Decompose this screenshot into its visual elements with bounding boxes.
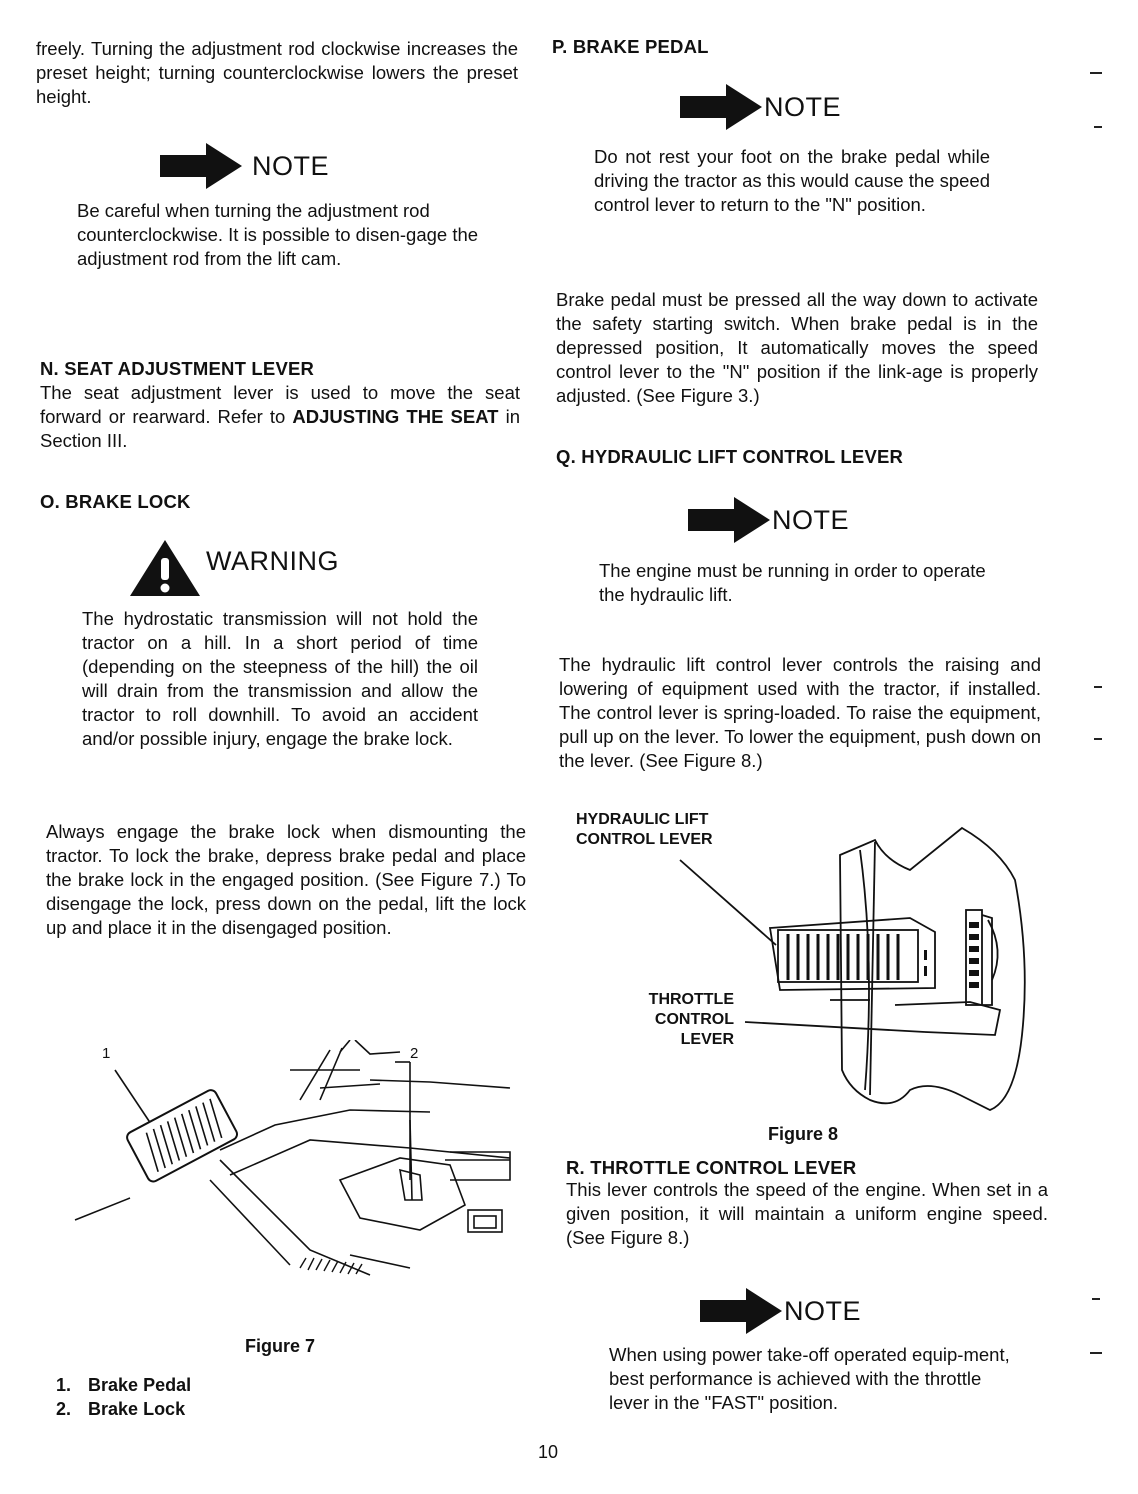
hydraulic-label-line1: HYDRAULIC LIFT [576,811,709,828]
arrow-right-icon [160,143,242,189]
section-heading-brake-pedal: P. BRAKE PEDAL [552,36,709,57]
brake-pedal-shape [125,1088,239,1184]
section-heading-hydraulic-lift: Q. HYDRAULIC LIFT CONTROL LEVER [556,446,904,467]
legend-item-1 [56,1375,191,1396]
throttle-label-line3: LEVER [680,1031,734,1048]
margin-mark [1094,686,1102,688]
margin-mark [1094,126,1102,128]
hydraulic-paragraph: The hydraulic lift control lever controls the raising and lowering of equipment used with the tractor, if installed. The control lever is spring-loaded. To raise the equipment, pull up on the lever. To lower the equipment, push down on the lever. (See Figure 8.) [559,654,1042,771]
legend-label: Brake Pedal [88,1375,192,1395]
brake-pedal-note-text: Do not rest your foot on the brake pedal while driving the tractor as this would cause the speed control lever to return to the "N" position. [594,146,990,215]
arrow-right-icon [688,497,770,543]
note-label: NOTE [764,91,842,122]
note-banner [688,497,849,543]
note-text: Be careful when turning the adjustment rod counterclockwise. It is possible to disen-gage the adjustment rod from the lift cam. [77,200,479,269]
warning-triangle-icon [128,538,202,598]
legend-item-2 [56,1399,185,1420]
warning-text: The hydrostatic transmission will not hold the tractor on a hill. In a short period of time (depending on the steepness of the hill) the oil will drain from the transmission and allow the tractor to roll downhill. To avoid an accident and/or possible injury, engage the brake lock. [82,608,478,749]
legend-label: Brake Lock [88,1399,186,1419]
note-banner [160,143,329,189]
throttle-label-line2: CONTROL [654,1011,734,1028]
figure-7-callout-1: 1 [102,1045,111,1062]
brake-pedal-paragraph: Brake pedal must be pressed all the way down to activate the safety starting switch. When brake pedal is in the depressed position, It automatically moves the speed control lever to the "N" position if the link-age is properly adjusted. (See Figure 3.) [556,289,1038,406]
warning-banner [128,538,339,598]
arrow-right-icon [680,84,762,130]
page-number: 10 [538,1442,559,1462]
hydraulic-label-line2: CONTROL LEVER [576,831,713,848]
note-label: NOTE [252,150,330,181]
note-banner [680,84,841,130]
figure-7-callout-2: 2 [410,1045,419,1062]
seat-adjustment-paragraph [40,381,520,453]
figure-8-levers-illustration [670,810,1050,1120]
note-banner [700,1288,861,1334]
seat-text-after: in Section III. [40,406,520,451]
hydraulic-note-text: The engine must be running in order to operate the hydraulic lift. [599,560,986,605]
note-label: NOTE [772,504,850,535]
throttle-note-text: When using power take-off operated equip-ment, best performance is achieved with the throttle lever in the "FAST" position. [609,1344,1010,1413]
figure-7-caption: Figure 7 [245,1336,316,1356]
margin-mark [1092,1298,1100,1300]
figure-8-caption: Figure 8 [768,1124,839,1144]
intro-paragraph: freely. Turning the adjustment rod clockwise increases the preset height; turning counterclockwise lowers the preset height. [36,38,518,107]
section-heading-brake-lock: O. BRAKE LOCK [40,491,191,512]
warning-label: WARNING [206,545,339,576]
brake-lock-paragraph: Always engage the brake lock when dismounting the tractor. To lock the brake, depress brake pedal and place the brake lock in the engaged position. (See Figure 7.) To disengage the lock, press down on the pedal, lift the lock up and place it in the disengaged position. [46,821,526,938]
section-heading-seat-adjustment: N. SEAT ADJUSTMENT LEVER [40,358,315,379]
margin-mark [1090,72,1102,74]
seat-text-before: The seat adjustment lever is used to move the seat forward or rearward. Refer to [40,382,520,427]
section-heading-throttle: R. THROTTLE CONTROL LEVER [566,1157,857,1178]
arrow-right-icon [700,1288,782,1334]
throttle-paragraph: This lever controls the speed of the engine. When set in a given position, it will maintain a uniform engine speed. (See Figure 8.) [566,1179,1048,1248]
seat-text-bold: ADJUSTING THE SEAT [292,406,499,427]
margin-mark [1094,738,1102,740]
legend-num: 2. [56,1399,72,1419]
legend-num: 1. [56,1375,72,1395]
note-label: NOTE [784,1295,862,1326]
margin-mark [1090,1352,1102,1354]
throttle-label-line1: THROTTLE [648,991,734,1008]
figure-7-brake-illustration [70,1040,520,1280]
